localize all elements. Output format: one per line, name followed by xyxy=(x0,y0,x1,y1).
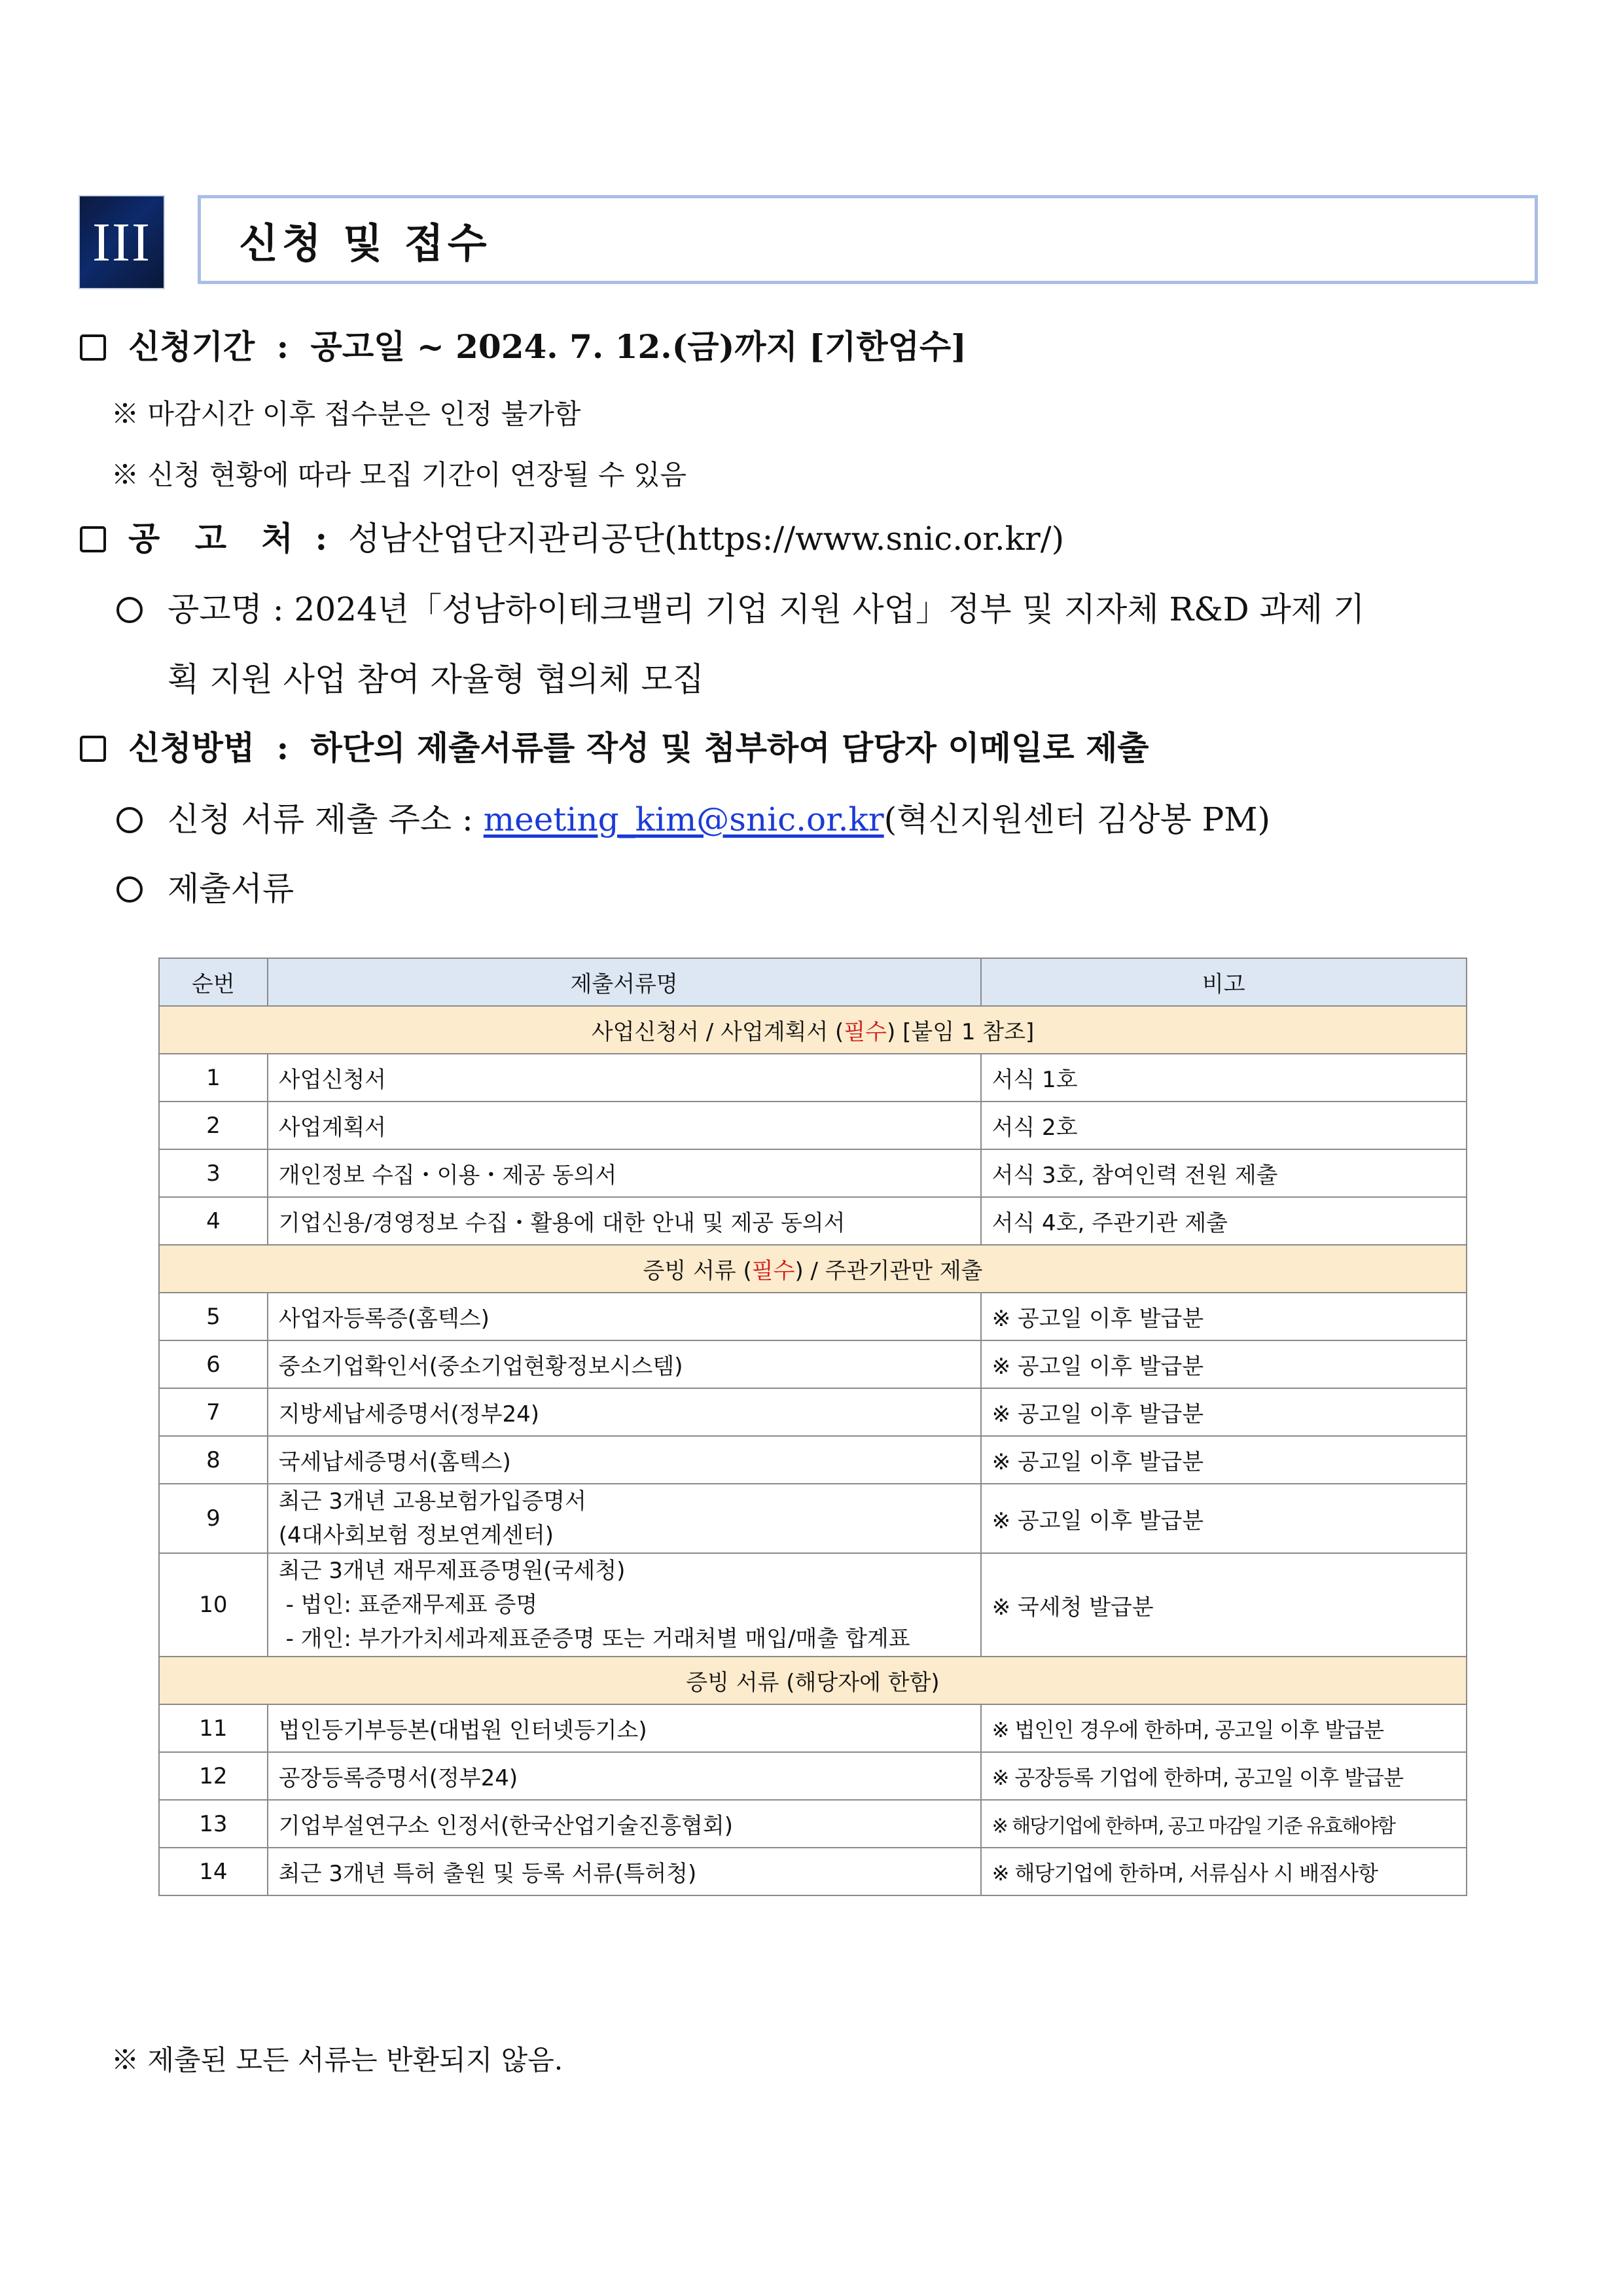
group2-required: 필수 xyxy=(751,1258,795,1284)
row-no: 7 xyxy=(159,1388,268,1436)
row-no: 8 xyxy=(159,1436,268,1484)
notice-name-text1: 공고명 : 2024년「성남하이테크밸리 기업 지원 사업」정부 및 지자체 R&D 과제 기 xyxy=(168,590,1365,628)
note-extension: ※ 신청 현황에 따라 모집 기간이 연장될 수 있음 xyxy=(111,459,687,491)
row-note: 서식 1호 xyxy=(981,1054,1467,1102)
email-link[interactable]: meeting_kim@snic.or.kr xyxy=(483,800,884,838)
circle-bullet-icon xyxy=(116,876,143,903)
row-note: ※ 공고일 이후 발급분 xyxy=(981,1484,1467,1553)
row-name: 최근 3개년 특허 출원 및 등록 서류(특허청) xyxy=(268,1848,981,1895)
group-application xyxy=(159,1006,1467,1054)
header-no: 순번 xyxy=(159,958,268,1006)
address-suffix: (혁신지원센터 김상봉 PM) xyxy=(883,800,1271,838)
row-no: 11 xyxy=(159,1704,268,1752)
checkbox-square-icon xyxy=(80,736,106,762)
row-no: 12 xyxy=(159,1752,268,1800)
group1-pre: 사업신청서 / 사업계획서 ( xyxy=(591,1019,844,1045)
group-evidence-optional: 증빙 서류 (해당자에 한함) xyxy=(159,1657,1467,1704)
table-row xyxy=(159,1800,1467,1848)
table-row xyxy=(159,1553,1467,1657)
method-value: 하단의 제출서류를 작성 및 첨부하여 담당자 이메일로 제출 xyxy=(310,728,1149,767)
footer-note: ※ 제출된 모든 서류는 반환되지 않음. xyxy=(111,2044,563,2076)
table-row xyxy=(159,1436,1467,1484)
row-note: ※ 국세청 발급분 xyxy=(981,1553,1467,1657)
header-note: 비고 xyxy=(981,958,1467,1006)
group2-post: ) / 주관기관만 제출 xyxy=(794,1258,983,1284)
group-evidence-required xyxy=(159,1245,1467,1293)
row-note: 서식 4호, 주관기관 제출 xyxy=(981,1197,1467,1245)
row-name xyxy=(268,1484,981,1553)
row-no: 14 xyxy=(159,1848,268,1895)
notice-name-line2: 획 지원 사업 참여 자율형 협의체 모집 xyxy=(168,660,704,698)
row-name: 중소기업확인서(중소기업현황정보시스템) xyxy=(268,1340,981,1388)
address-line xyxy=(116,800,1271,838)
section-title-box xyxy=(198,195,1538,284)
period-label: 신청기간 xyxy=(128,327,255,366)
row-name: 사업자등록증(홈텍스) xyxy=(268,1293,981,1340)
announcer-label: 공 고 처 xyxy=(128,519,305,558)
row-no: 9 xyxy=(159,1484,268,1553)
table-row xyxy=(159,1340,1467,1388)
note-deadline: ※ 마감시간 이후 접수분은 인정 불가함 xyxy=(111,398,581,430)
row-no: 1 xyxy=(159,1054,268,1102)
row-note: ※ 해당기업에 한하며, 서류심사 시 배점사항 xyxy=(981,1848,1467,1895)
row-note: ※ 법인인 경우에 한하며, 공고일 이후 발급분 xyxy=(981,1704,1467,1752)
table-row xyxy=(159,1293,1467,1340)
table-row xyxy=(159,1752,1467,1800)
row-no: 10 xyxy=(159,1553,268,1657)
table-row xyxy=(159,1388,1467,1436)
method-sep: : xyxy=(276,728,289,767)
row-note: ※ 공고일 이후 발급분 xyxy=(981,1340,1467,1388)
docs-label-line xyxy=(116,870,294,908)
row-name xyxy=(268,1553,981,1657)
section-title: 신청 및 접수 xyxy=(239,219,491,267)
row-name-line: 최근 3개년 고용보험가입증명서 xyxy=(278,1488,586,1515)
table-header-row xyxy=(159,958,1467,1006)
table-row xyxy=(159,1704,1467,1752)
row-name: 사업계획서 xyxy=(268,1102,981,1149)
row-note: ※ 공고일 이후 발급분 xyxy=(981,1388,1467,1436)
notice-name-line1 xyxy=(116,590,1365,628)
row-no: 13 xyxy=(159,1800,268,1848)
group2-pre: 증빙 서류 ( xyxy=(643,1258,752,1284)
table-row xyxy=(159,1848,1467,1895)
section-number: III xyxy=(80,196,164,288)
period-line xyxy=(80,327,967,366)
row-note: ※ 공고일 이후 발급분 xyxy=(981,1293,1467,1340)
row-note: 서식 3호, 참여인력 전원 제출 xyxy=(981,1149,1467,1197)
row-no: 3 xyxy=(159,1149,268,1197)
row-no: 6 xyxy=(159,1340,268,1388)
docs-label: 제출서류 xyxy=(168,870,294,908)
row-name-line: - 개인: 부가가치세과제표준증명 또는 거래처별 매입/매출 합계표 xyxy=(278,1626,910,1652)
period-sep: : xyxy=(276,327,289,366)
row-name: 개인정보 수집・이용・제공 동의서 xyxy=(268,1149,981,1197)
announcer-value: 성남산업단지관리공단(https://www.snic.or.kr/) xyxy=(348,520,1065,558)
row-name: 사업신청서 xyxy=(268,1054,981,1102)
circle-bullet-icon xyxy=(116,597,143,623)
documents-table xyxy=(158,958,1467,1896)
row-note: 서식 2호 xyxy=(981,1102,1467,1149)
method-label: 신청방법 xyxy=(128,728,255,767)
group-row-evidence-optional xyxy=(159,1657,1467,1704)
row-name-line: (4대사회보험 정보연계센터) xyxy=(278,1522,554,1549)
address-prefix: 신청 서류 제출 주소 : xyxy=(168,800,484,838)
row-note: ※ 공장등록 기업에 한하며, 공고일 이후 발급분 xyxy=(981,1752,1467,1800)
row-name-line: - 법인: 표준재무제표 증명 xyxy=(278,1592,538,1618)
row-no: 5 xyxy=(159,1293,268,1340)
row-name: 국세납세증명서(홈텍스) xyxy=(268,1436,981,1484)
table-row xyxy=(159,1054,1467,1102)
table-row xyxy=(159,1484,1467,1553)
group1-post: ) [붙임 1 참조] xyxy=(887,1019,1035,1045)
row-name: 법인등기부등본(대법원 인터넷등기소) xyxy=(268,1704,981,1752)
row-name: 지방세납세증명서(정부24) xyxy=(268,1388,981,1436)
row-name-line: 최근 3개년 재무제표증명원(국세청) xyxy=(278,1558,626,1584)
row-no: 2 xyxy=(159,1102,268,1149)
row-note: ※ 공고일 이후 발급분 xyxy=(981,1436,1467,1484)
row-note: ※ 해당기업에 한하며, 공고 마감일 기준 유효해야함 xyxy=(981,1800,1467,1848)
group-row-application xyxy=(159,1006,1467,1054)
table-row xyxy=(159,1197,1467,1245)
table-row xyxy=(159,1102,1467,1149)
circle-bullet-icon xyxy=(116,807,143,833)
group1-required: 필수 xyxy=(844,1019,887,1045)
checkbox-square-icon xyxy=(80,334,106,361)
header-name: 제출서류명 xyxy=(268,958,981,1006)
row-name: 기업부설연구소 인정서(한국산업기술진흥협회) xyxy=(268,1800,981,1848)
method-line xyxy=(80,728,1149,767)
announcer-line xyxy=(80,519,1065,558)
row-no: 4 xyxy=(159,1197,268,1245)
group-row-evidence-required xyxy=(159,1245,1467,1293)
table-row xyxy=(159,1149,1467,1197)
row-name: 공장등록증명서(정부24) xyxy=(268,1752,981,1800)
period-value: 공고일 ~ 2024. 7. 12.(금)까지 [기한엄수] xyxy=(310,327,967,366)
checkbox-square-icon xyxy=(80,526,106,552)
announcer-sep: : xyxy=(315,519,328,558)
row-name: 기업신용/경영정보 수집・활용에 대한 안내 및 제공 동의서 xyxy=(268,1197,981,1245)
